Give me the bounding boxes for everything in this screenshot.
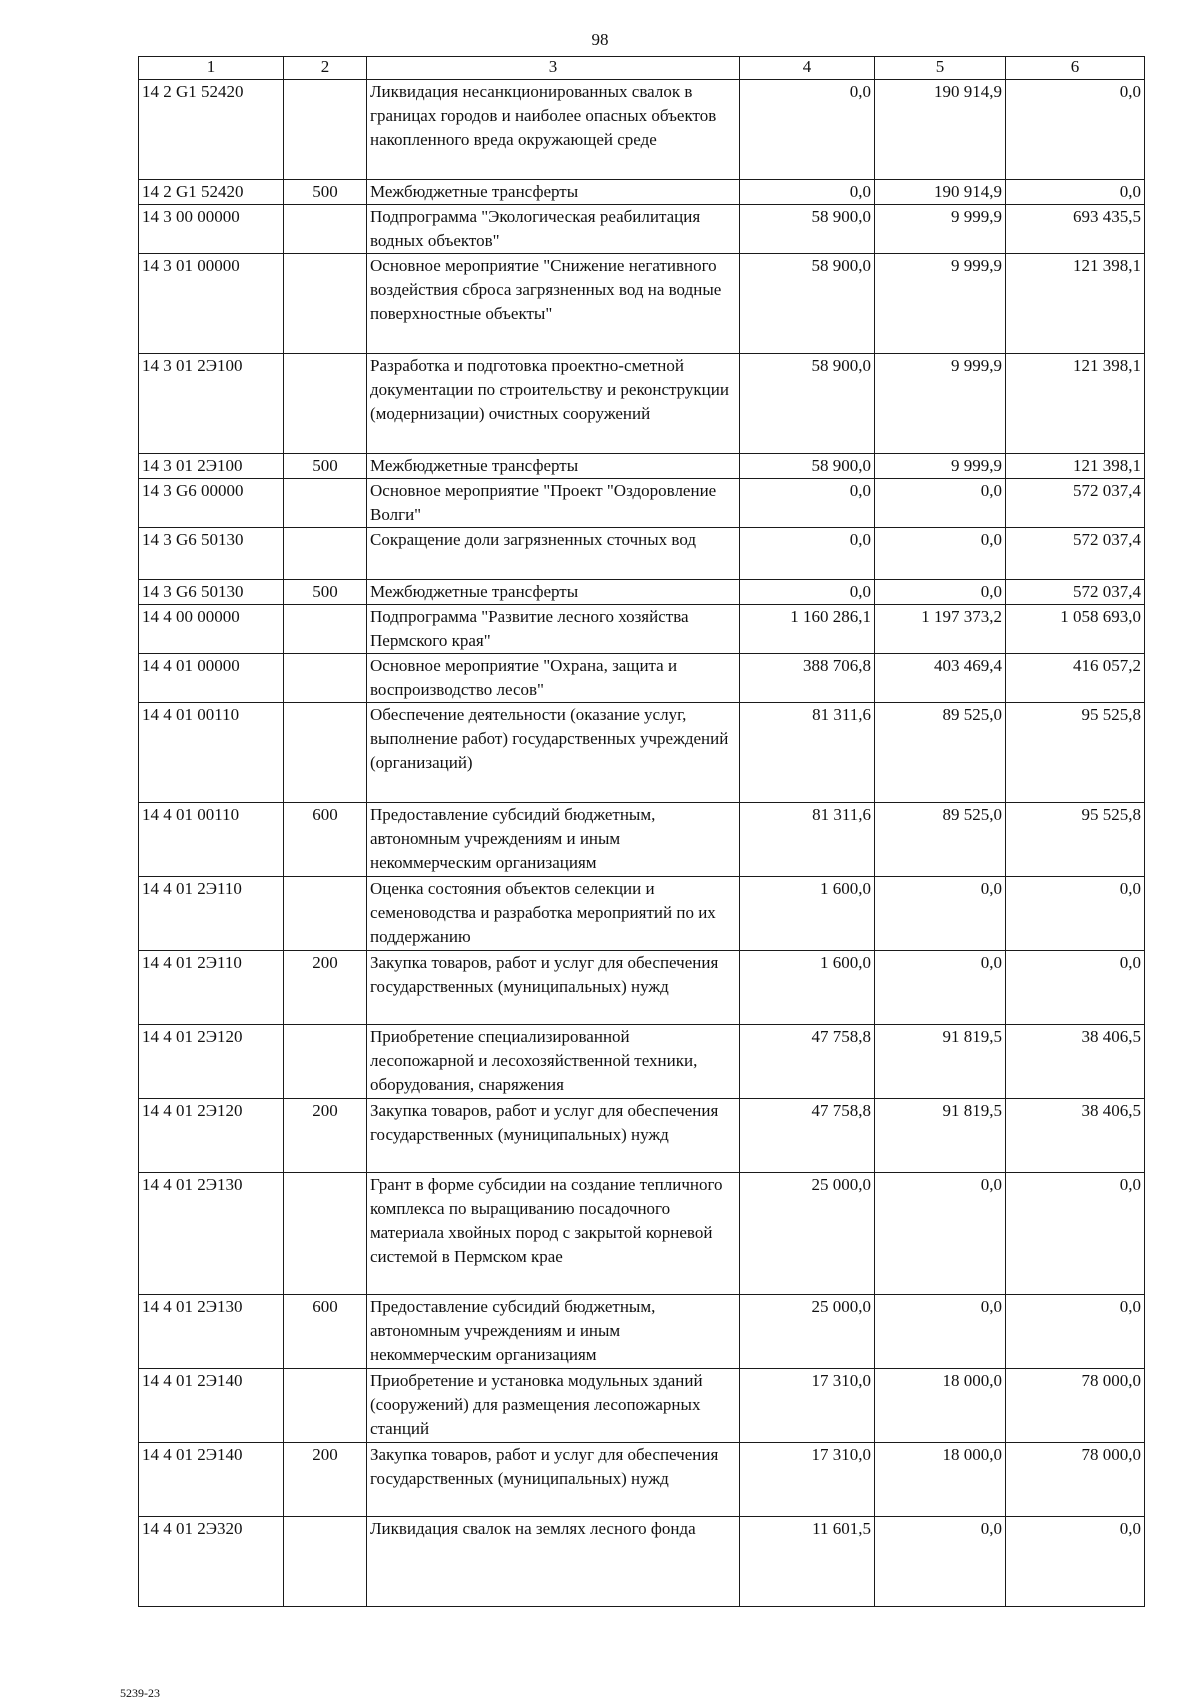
page-number: 98 [591, 30, 609, 49]
amount-col-5: 89 525,0 [875, 703, 1006, 803]
table-row [139, 605, 1145, 654]
expense-type [284, 654, 367, 703]
item-name: Основное мероприятие "Охрана, защита и воспроизводство лесов" [367, 654, 740, 703]
amount-col-4: 58 900,0 [740, 205, 875, 254]
table-row [139, 1025, 1145, 1099]
amount-col-4: 47 758,8 [740, 1099, 875, 1173]
amount-col-4: 0,0 [740, 80, 875, 180]
column-header-6: 6 [1006, 57, 1145, 80]
amount-col-6: 38 406,5 [1006, 1025, 1145, 1099]
amount-col-4: 25 000,0 [740, 1295, 875, 1369]
table-row [139, 951, 1145, 1025]
table-row [139, 354, 1145, 454]
amount-col-5: 9 999,9 [875, 454, 1006, 479]
expense-type [284, 479, 367, 528]
amount-col-6: 78 000,0 [1006, 1443, 1145, 1517]
item-name: Обеспечение деятельности (оказание услуг, выполнение работ) государственных учреждений (организаций) [367, 703, 740, 803]
row-code: 14 3 G6 00000 [139, 479, 284, 528]
amount-col-5: 0,0 [875, 1173, 1006, 1295]
amount-col-4: 11 601,5 [740, 1517, 875, 1607]
expense-type: 500 [284, 180, 367, 205]
amount-col-6: 0,0 [1006, 180, 1145, 205]
table-row [139, 877, 1145, 951]
row-code: 14 4 01 2Э110 [139, 877, 284, 951]
amount-col-6: 416 057,2 [1006, 654, 1145, 703]
amount-col-5: 190 914,9 [875, 80, 1006, 180]
item-name: Основное мероприятие "Проект "Оздоровление Волги" [367, 479, 740, 528]
table-row [139, 654, 1145, 703]
table-row [139, 703, 1145, 803]
table-row [139, 803, 1145, 877]
row-code: 14 4 01 00110 [139, 703, 284, 803]
amount-col-5: 91 819,5 [875, 1099, 1006, 1173]
amount-col-4: 58 900,0 [740, 454, 875, 479]
amount-col-5: 0,0 [875, 479, 1006, 528]
amount-col-5: 18 000,0 [875, 1443, 1006, 1517]
expense-type: 600 [284, 803, 367, 877]
row-code: 14 4 01 00110 [139, 803, 284, 877]
table-row [139, 205, 1145, 254]
amount-col-4: 1 600,0 [740, 877, 875, 951]
amount-col-5: 0,0 [875, 1517, 1006, 1607]
row-code: 14 4 01 2Э130 [139, 1173, 284, 1295]
row-code: 14 3 00 00000 [139, 205, 284, 254]
table-row [139, 1173, 1145, 1295]
amount-col-4: 17 310,0 [740, 1443, 875, 1517]
item-name: Подпрограмма "Экологическая реабилитация водных объектов" [367, 205, 740, 254]
amount-col-4: 81 311,6 [740, 803, 875, 877]
amount-col-6: 0,0 [1006, 1517, 1145, 1607]
row-code: 14 4 01 2Э320 [139, 1517, 284, 1607]
table-row [139, 454, 1145, 479]
table-row [139, 1517, 1145, 1607]
item-name: Оценка состояния объектов селекции и семеноводства и разработка мероприятий по их поддержанию [367, 877, 740, 951]
row-code: 14 4 01 2Э120 [139, 1025, 284, 1099]
amount-col-4: 25 000,0 [740, 1173, 875, 1295]
expense-type [284, 1025, 367, 1099]
amount-col-4: 0,0 [740, 580, 875, 605]
amount-col-6: 38 406,5 [1006, 1099, 1145, 1173]
amount-col-5: 1 197 373,2 [875, 605, 1006, 654]
amount-col-5: 403 469,4 [875, 654, 1006, 703]
amount-col-6: 1 058 693,0 [1006, 605, 1145, 654]
item-name: Приобретение специализированной лесопожарной и лесохозяйственной техники, оборудования, снаряжения [367, 1025, 740, 1099]
expense-type [284, 877, 367, 951]
expense-type [284, 354, 367, 454]
amount-col-5: 0,0 [875, 1295, 1006, 1369]
amount-col-5: 18 000,0 [875, 1369, 1006, 1443]
amount-col-4: 58 900,0 [740, 354, 875, 454]
expense-type [284, 528, 367, 580]
amount-col-4: 1 160 286,1 [740, 605, 875, 654]
amount-col-6: 0,0 [1006, 951, 1145, 1025]
expense-type [284, 605, 367, 654]
row-code: 14 3 G6 50130 [139, 580, 284, 605]
amount-col-6: 78 000,0 [1006, 1369, 1145, 1443]
row-code: 14 4 01 2Э140 [139, 1369, 284, 1443]
table-row [139, 528, 1145, 580]
table-row [139, 479, 1145, 528]
amount-col-6: 121 398,1 [1006, 254, 1145, 354]
table-row [139, 580, 1145, 605]
expense-type [284, 1173, 367, 1295]
item-name: Ликвидация свалок на землях лесного фонда [367, 1517, 740, 1607]
amount-col-4: 47 758,8 [740, 1025, 875, 1099]
row-code: 14 3 G6 50130 [139, 528, 284, 580]
item-name: Сокращение доли загрязненных сточных вод [367, 528, 740, 580]
amount-col-5: 0,0 [875, 580, 1006, 605]
amount-col-6: 572 037,4 [1006, 479, 1145, 528]
amount-col-6: 693 435,5 [1006, 205, 1145, 254]
amount-col-6: 95 525,8 [1006, 803, 1145, 877]
table-row [139, 1295, 1145, 1369]
item-name: Разработка и подготовка проектно-сметной документации по строительству и реконструкции (модернизации) очистных сооружений [367, 354, 740, 454]
header-row [139, 57, 1145, 80]
expense-type: 600 [284, 1295, 367, 1369]
amount-col-4: 0,0 [740, 528, 875, 580]
table-row [139, 1369, 1145, 1443]
row-code: 14 4 00 00000 [139, 605, 284, 654]
column-header-5: 5 [875, 57, 1006, 80]
amount-col-4: 1 600,0 [740, 951, 875, 1025]
expense-type [284, 1517, 367, 1607]
item-name: Межбюджетные трансферты [367, 454, 740, 479]
amount-col-5: 0,0 [875, 528, 1006, 580]
column-header-2: 2 [284, 57, 367, 80]
budget-table [138, 56, 1145, 1607]
item-name: Грант в форме субсидии на создание тепличного комплекса по выращиванию посадочного материала хвойных пород с закрытой корневой системой в Пермском крае [367, 1173, 740, 1295]
expense-type: 500 [284, 580, 367, 605]
document-code: 5239-23 [120, 1686, 160, 1700]
row-code: 14 4 01 00000 [139, 654, 284, 703]
amount-col-5: 89 525,0 [875, 803, 1006, 877]
row-code: 14 4 01 2Э130 [139, 1295, 284, 1369]
amount-col-5: 9 999,9 [875, 205, 1006, 254]
item-name: Закупка товаров, работ и услуг для обеспечения государственных (муниципальных) нужд [367, 951, 740, 1025]
table-row [139, 1099, 1145, 1173]
amount-col-6: 95 525,8 [1006, 703, 1145, 803]
item-name: Межбюджетные трансферты [367, 180, 740, 205]
amount-col-6: 572 037,4 [1006, 580, 1145, 605]
expense-type: 500 [284, 454, 367, 479]
row-code: 14 3 01 00000 [139, 254, 284, 354]
item-name: Приобретение и установка модульных зданий (сооружений) для размещения лесопожарных станций [367, 1369, 740, 1443]
amount-col-5: 91 819,5 [875, 1025, 1006, 1099]
column-header-1: 1 [139, 57, 284, 80]
amount-col-4: 388 706,8 [740, 654, 875, 703]
amount-col-6: 121 398,1 [1006, 354, 1145, 454]
amount-col-6: 0,0 [1006, 1173, 1145, 1295]
amount-col-5: 0,0 [875, 951, 1006, 1025]
column-header-3: 3 [367, 57, 740, 80]
amount-col-4: 81 311,6 [740, 703, 875, 803]
item-name: Подпрограмма "Развитие лесного хозяйства Пермского края" [367, 605, 740, 654]
expense-type [284, 703, 367, 803]
expense-type [284, 205, 367, 254]
amount-col-6: 0,0 [1006, 877, 1145, 951]
column-header-4: 4 [740, 57, 875, 80]
table-row [139, 1443, 1145, 1517]
row-code: 14 3 01 2Э100 [139, 354, 284, 454]
expense-type: 200 [284, 1099, 367, 1173]
amount-col-5: 190 914,9 [875, 180, 1006, 205]
item-name: Ликвидация несанкционированных свалок в границах городов и наиболее опасных объектов накопленного вреда окружающей среде [367, 80, 740, 180]
row-code: 14 2 G1 52420 [139, 80, 284, 180]
expense-type: 200 [284, 1443, 367, 1517]
amount-col-5: 9 999,9 [875, 354, 1006, 454]
amount-col-6: 121 398,1 [1006, 454, 1145, 479]
item-name: Предоставление субсидий бюджетным, автономным учреждениям и иным некоммерческим организациям [367, 803, 740, 877]
row-code: 14 4 01 2Э110 [139, 951, 284, 1025]
expense-type [284, 254, 367, 354]
amount-col-6: 572 037,4 [1006, 528, 1145, 580]
amount-col-6: 0,0 [1006, 80, 1145, 180]
item-name: Основное мероприятие "Снижение негативного воздействия сброса загрязненных вод на водные поверхностные объекты" [367, 254, 740, 354]
amount-col-4: 58 900,0 [740, 254, 875, 354]
table-row [139, 180, 1145, 205]
row-code: 14 4 01 2Э140 [139, 1443, 284, 1517]
row-code: 14 3 01 2Э100 [139, 454, 284, 479]
expense-type [284, 1369, 367, 1443]
amount-col-4: 0,0 [740, 180, 875, 205]
table-row [139, 80, 1145, 180]
item-name: Межбюджетные трансферты [367, 580, 740, 605]
item-name: Закупка товаров, работ и услуг для обеспечения государственных (муниципальных) нужд [367, 1443, 740, 1517]
item-name: Закупка товаров, работ и услуг для обеспечения государственных (муниципальных) нужд [367, 1099, 740, 1173]
table-row [139, 254, 1145, 354]
row-code: 14 4 01 2Э120 [139, 1099, 284, 1173]
amount-col-5: 0,0 [875, 877, 1006, 951]
amount-col-4: 17 310,0 [740, 1369, 875, 1443]
expense-type: 200 [284, 951, 367, 1025]
expense-type [284, 80, 367, 180]
row-code: 14 2 G1 52420 [139, 180, 284, 205]
amount-col-4: 0,0 [740, 479, 875, 528]
amount-col-6: 0,0 [1006, 1295, 1145, 1369]
amount-col-5: 9 999,9 [875, 254, 1006, 354]
item-name: Предоставление субсидий бюджетным, автономным учреждениям и иным некоммерческим организациям [367, 1295, 740, 1369]
